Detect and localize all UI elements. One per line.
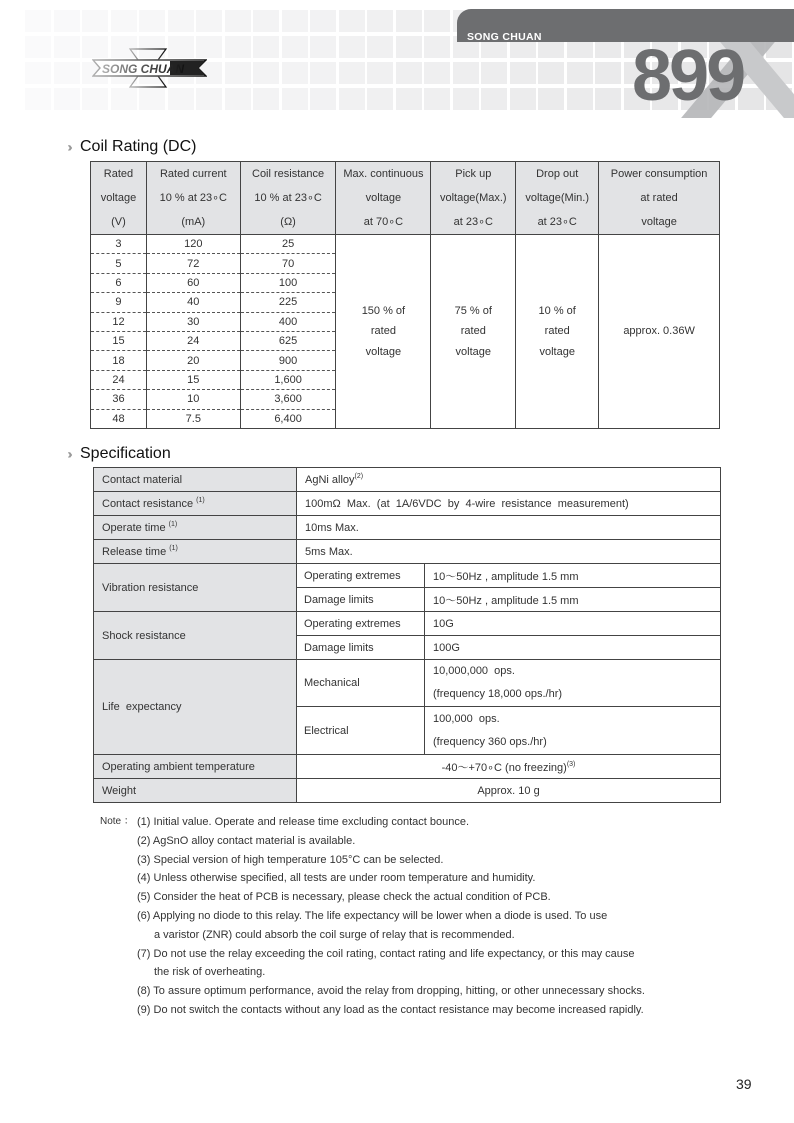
grid-cell <box>339 88 365 110</box>
spec-row-operate-time <box>94 516 721 540</box>
grid-cell <box>54 10 80 32</box>
spec-value: 10～50Hz , amplitude 1.5 mm <box>425 588 721 612</box>
spec-value: 10G <box>425 612 721 636</box>
column-header: Drop out voltage(Min.) at 23∘C <box>516 162 599 235</box>
rated-voltage: 18 <box>91 351 147 370</box>
coil-resistance: 1,600 <box>240 370 336 389</box>
note-item: (8) To assure optimum performance, avoid the relay from dropping, hitting, or other unnecessary shocks. <box>137 985 645 998</box>
note-item: (4) Unless otherwise specified, all tests are under room temperature and humidity. <box>137 872 536 885</box>
coil-resistance: 6,400 <box>240 409 336 428</box>
section-title: Specification <box>80 445 171 462</box>
spec-sublabel: Damage limits <box>297 636 425 660</box>
column-header: Pick up voltage(Max.) at 23∘C <box>431 162 516 235</box>
table-header-row <box>91 162 720 235</box>
grid-cell <box>54 62 80 84</box>
grid-cell <box>253 36 279 58</box>
grid-cell <box>168 88 194 110</box>
svg-text:SONG CHUAN: SONG CHUAN <box>102 62 185 76</box>
spec-label: Weight <box>94 779 297 803</box>
grid-cell <box>25 88 51 110</box>
column-header: Max. continuous voltage at 70∘C <box>336 162 431 235</box>
drop-out-voltage: 10 % of rated voltage <box>516 235 599 429</box>
grid-cell <box>196 88 222 110</box>
page-number: 39 <box>736 1076 752 1092</box>
grid-cell <box>453 88 479 110</box>
notes-section <box>100 813 740 1020</box>
page-header <box>0 0 794 118</box>
column-header: Power consumption at rated voltage <box>599 162 720 235</box>
rated-voltage: 36 <box>91 390 147 409</box>
grid-cell <box>310 62 336 84</box>
spec-value: Approx. 10 g <box>297 779 721 803</box>
spec-sublabel: Damage limits <box>297 588 425 612</box>
rated-voltage: 9 <box>91 293 147 312</box>
grid-cell <box>481 62 507 84</box>
spec-value: 100mΩ Max. (at 1A/6VDC by 4-wire resistance measurement) <box>297 492 721 516</box>
max-continuous-voltage: 150 % of rated voltage <box>336 235 431 429</box>
song-chuan-logo <box>92 48 207 88</box>
rated-current: 20 <box>146 351 240 370</box>
spec-value: 10ms Max. <box>297 516 721 540</box>
specification-heading <box>68 445 171 463</box>
coil-resistance: 3,600 <box>240 390 336 409</box>
grid-cell <box>595 88 621 110</box>
grid-cell <box>54 36 80 58</box>
grid-cell <box>225 36 251 58</box>
notes-label: Note ： <box>100 816 134 827</box>
section-title: Coil Rating (DC) <box>80 138 197 155</box>
spec-value: 10,000,000 ops. (frequency 18,000 ops./hr) <box>425 660 721 707</box>
rated-voltage: 24 <box>91 370 147 389</box>
grid-cell <box>25 10 51 32</box>
grid-cell <box>139 88 165 110</box>
rated-voltage: 15 <box>91 331 147 350</box>
grid-cell <box>253 62 279 84</box>
note-item: (7) Do not use the relay exceeding the coil rating, contact rating and life expectancy, or this may cause the risk of overheating. <box>137 947 635 979</box>
grid-cell <box>168 10 194 32</box>
spec-label: Contact material <box>94 468 297 492</box>
spec-row-shock <box>94 612 721 636</box>
grid-cell <box>339 62 365 84</box>
grid-cell <box>510 62 536 84</box>
spec-row-weight <box>94 779 721 803</box>
grid-cell <box>282 88 308 110</box>
spec-row-life-mechanical <box>94 660 721 707</box>
grid-cell <box>253 10 279 32</box>
grid-cell <box>111 10 137 32</box>
grid-cell <box>225 10 251 32</box>
grid-cell <box>54 88 80 110</box>
note-item: (5) Consider the heat of PCB is necessary, please check the actual condition of PCB. <box>137 891 551 904</box>
coil-rating-table <box>90 161 720 429</box>
rated-voltage: 3 <box>91 235 147 254</box>
spec-row-contact-material <box>94 468 721 492</box>
coil-resistance: 25 <box>240 235 336 254</box>
note-item: (2) AgSnO alloy contact material is available. <box>137 834 356 847</box>
grid-cell <box>225 88 251 110</box>
spec-label: Operating ambient temperature <box>94 755 297 779</box>
spec-sublabel: Operating extremes <box>297 612 425 636</box>
coil-resistance: 900 <box>240 351 336 370</box>
logo-icon <box>92 48 207 88</box>
note-item: (6) Applying no diode to this relay. The life expectancy will be lower when a diode is used. To use a varistor (ZNR) could absorb the coil surge of relay that is recommended. <box>137 909 608 941</box>
coil-resistance: 100 <box>240 273 336 292</box>
power-consumption: approx. 0.36W <box>599 235 720 429</box>
grid-cell <box>367 88 393 110</box>
column-header: Coil resistance 10 % at 23∘C (Ω) <box>240 162 336 235</box>
grid-cell <box>25 62 51 84</box>
grid-cell <box>424 10 450 32</box>
grid-cell <box>111 88 137 110</box>
spec-label: Vibration resistance <box>94 564 297 612</box>
grid-cell <box>396 36 422 58</box>
spec-row-contact-resistance <box>94 492 721 516</box>
rated-current: 10 <box>146 390 240 409</box>
grid-cell <box>139 10 165 32</box>
coil-resistance: 70 <box>240 254 336 273</box>
spec-sublabel: Mechanical <box>297 660 425 707</box>
grid-cell <box>339 10 365 32</box>
grid-cell <box>367 10 393 32</box>
spec-label: Life expectancy <box>94 660 297 755</box>
grid-cell <box>339 36 365 58</box>
grid-cell <box>538 62 564 84</box>
grid-cell <box>82 10 108 32</box>
grid-cell <box>567 88 593 110</box>
grid-cell <box>282 36 308 58</box>
spec-value: AgNi alloy$^{(2)}$ <box>297 468 721 492</box>
rated-current: 40 <box>146 293 240 312</box>
grid-cell <box>225 62 251 84</box>
spec-value: 10～50Hz , amplitude 1.5 mm <box>425 564 721 588</box>
grid-cell <box>310 10 336 32</box>
spec-label: Release time $^{(1)}$ <box>94 540 297 564</box>
spec-sublabel: Operating extremes <box>297 564 425 588</box>
spec-value: 100,000 ops. (frequency 360 ops./hr) <box>425 707 721 755</box>
note-item: Note ： (1) Initial value. Operate and release time excluding contact bounce. <box>100 813 740 832</box>
grid-cell <box>196 10 222 32</box>
grid-cell <box>282 62 308 84</box>
brand-name: SONG CHUAN <box>467 31 542 43</box>
model-number: 899 <box>632 36 744 116</box>
grid-cell <box>567 62 593 84</box>
grid-cell <box>396 88 422 110</box>
grid-cell <box>510 88 536 110</box>
grid-cell <box>310 88 336 110</box>
rated-voltage: 6 <box>91 273 147 292</box>
spec-label: Shock resistance <box>94 612 297 660</box>
rated-current: 72 <box>146 254 240 273</box>
grid-cell <box>481 88 507 110</box>
spec-row-vibration <box>94 564 721 588</box>
grid-cell <box>310 36 336 58</box>
coil-resistance: 400 <box>240 312 336 331</box>
spec-value: -40～+70∘C (no freezing)$^{(3)}$ <box>297 755 721 779</box>
rated-current: 24 <box>146 331 240 350</box>
spec-sublabel: Electrical <box>297 707 425 755</box>
grid-cell <box>424 36 450 58</box>
rated-current: 15 <box>146 370 240 389</box>
spec-value: 100G <box>425 636 721 660</box>
table-row <box>91 235 720 254</box>
spec-value: 5ms Max. <box>297 540 721 564</box>
coil-resistance: 625 <box>240 331 336 350</box>
spec-label: Operate time $^{(1)}$ <box>94 516 297 540</box>
note-item: (9) Do not switch the contacts without any load as the contact resistance may become increased rapidly. <box>137 1003 644 1016</box>
note-item: (3) Special version of high temperature 105°C can be selected. <box>137 853 444 866</box>
grid-cell <box>396 10 422 32</box>
grid-cell <box>538 88 564 110</box>
grid-cell <box>595 62 621 84</box>
coil-resistance: 225 <box>240 293 336 312</box>
pick-up-voltage: 75 % of rated voltage <box>431 235 516 429</box>
rated-current: 7.5 <box>146 409 240 428</box>
grid-cell <box>424 62 450 84</box>
rated-voltage: 48 <box>91 409 147 428</box>
specification-table <box>93 467 721 803</box>
grid-cell <box>253 88 279 110</box>
grid-cell <box>367 62 393 84</box>
grid-cell <box>25 36 51 58</box>
column-header: Rated voltage (V) <box>91 162 147 235</box>
grid-cell <box>367 36 393 58</box>
grid-cell <box>424 88 450 110</box>
grid-cell <box>82 88 108 110</box>
coil-rating-heading <box>68 138 196 156</box>
grid-cell <box>453 62 479 84</box>
grid-cell <box>396 62 422 84</box>
spec-label: Contact resistance $^{(1)}$ <box>94 492 297 516</box>
rated-voltage: 12 <box>91 312 147 331</box>
spec-row-release-time <box>94 540 721 564</box>
rated-current: 60 <box>146 273 240 292</box>
column-header: Rated current 10 % at 23∘C (mA) <box>146 162 240 235</box>
rated-voltage: 5 <box>91 254 147 273</box>
grid-cell <box>282 10 308 32</box>
rated-current: 30 <box>146 312 240 331</box>
spec-row-ambient-temperature <box>94 755 721 779</box>
rated-current: 120 <box>146 235 240 254</box>
